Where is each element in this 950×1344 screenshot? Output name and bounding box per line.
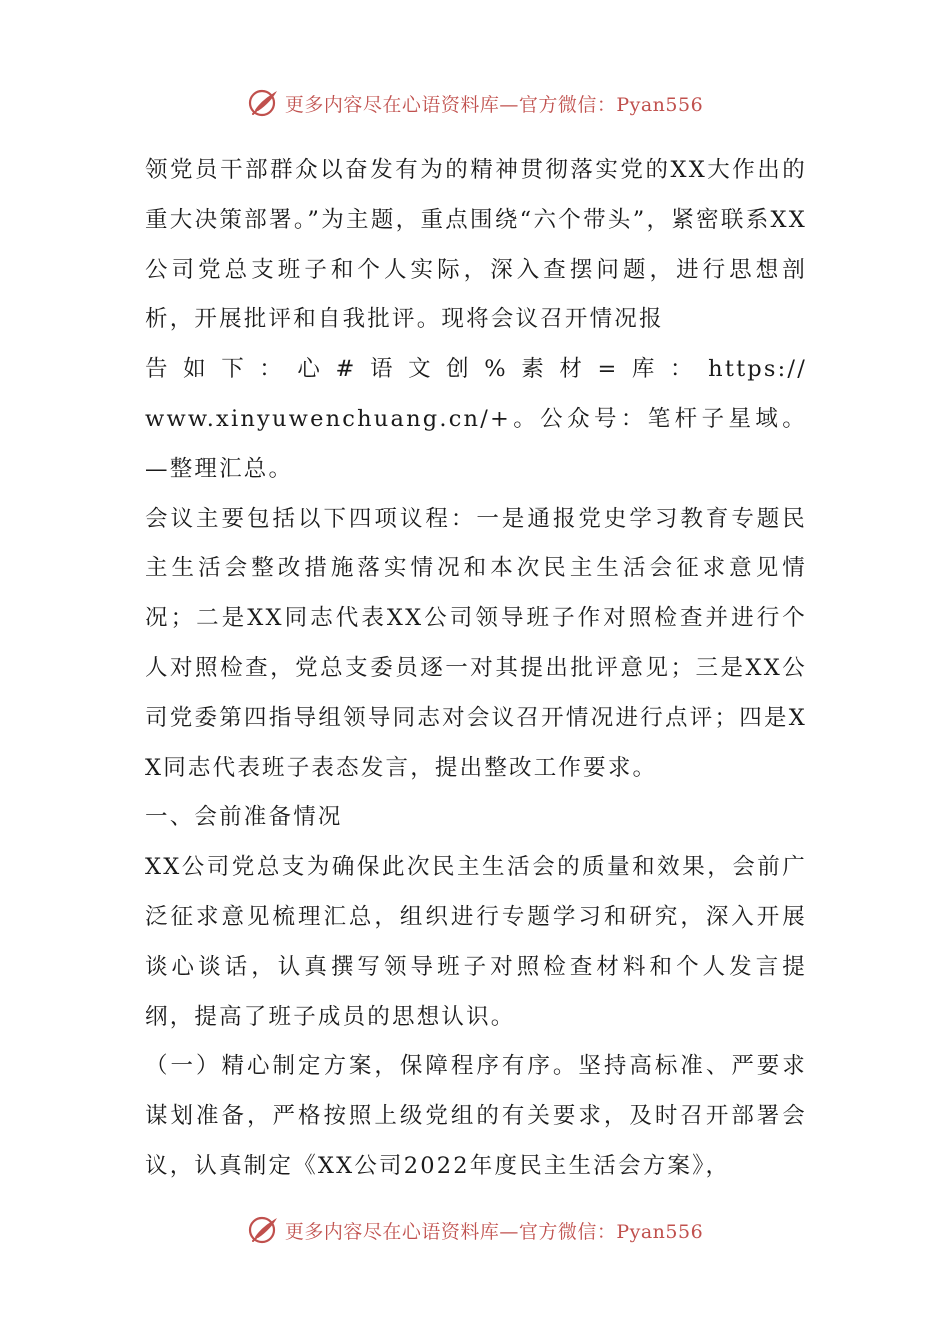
paragraph-plan: （一）精心制定方案，保障程序有序。坚持高标准、严要求谋划准备，严格按照上级党组的有关要求，及时召开部署会议，认真制定《XX公司2022年度民主生活会方案》， — [145, 1053, 807, 1179]
quill-logo-icon — [247, 1213, 281, 1247]
footer-banner-text: 更多内容尽在心语资料库—官方微信：Pyan556 — [284, 1220, 704, 1243]
header-banner-text: 更多内容尽在心语资料库—官方微信：Pyan556 — [284, 93, 704, 116]
paragraph-intro-url-line: www.xinyuwenchuang.cn/+。公众号：笔杆子星域。—整理汇总。 — [145, 405, 807, 482]
document-body — [145, 146, 807, 1192]
paragraph-preparation: XX公司党总支为确保此次民主生活会的质量和效果，会前广泛征求意见梳理汇总，组织进行专题学习和研究，深入开展谈心谈话，认真撰写领导班子对照检查材料和个人发言提纲，提高了班子成员的思想认识。 — [145, 854, 807, 1030]
paragraph-intro-link-line: 告如下：心#语文创%素材=库：https:// — [145, 356, 807, 383]
quill-logo-icon — [247, 86, 281, 120]
paragraph-intro: 领党员干部群众以奋发有为的精神贯彻落实党的XX大作出的重大决策部署。”为主题，重点围绕“六个带头”，紧密联系XX公司党总支班子和个人实际，深入查摆问题，进行思想剖析，开展批评和自我批评。现将会议召开情况报 — [145, 157, 807, 333]
footer-banner — [0, 1210, 950, 1250]
section-heading-preparation: 一、会前准备情况 — [145, 804, 343, 831]
paragraph-agenda: 会议主要包括以下四项议程：一是通报党史学习教育专题民主生活会整改措施落实情况和本次民主生活会征求意见情况；二是XX同志代表XX公司领导班子作对照检查并进行个人对照检查，党总支委员逐一对其提出批评意见；三是XX公司党委第四指导组领导同志对会议召开情况进行点评；四是XX同志代表班子表态发言，提出整改工作要求。 — [145, 505, 807, 781]
header-banner — [0, 83, 950, 123]
